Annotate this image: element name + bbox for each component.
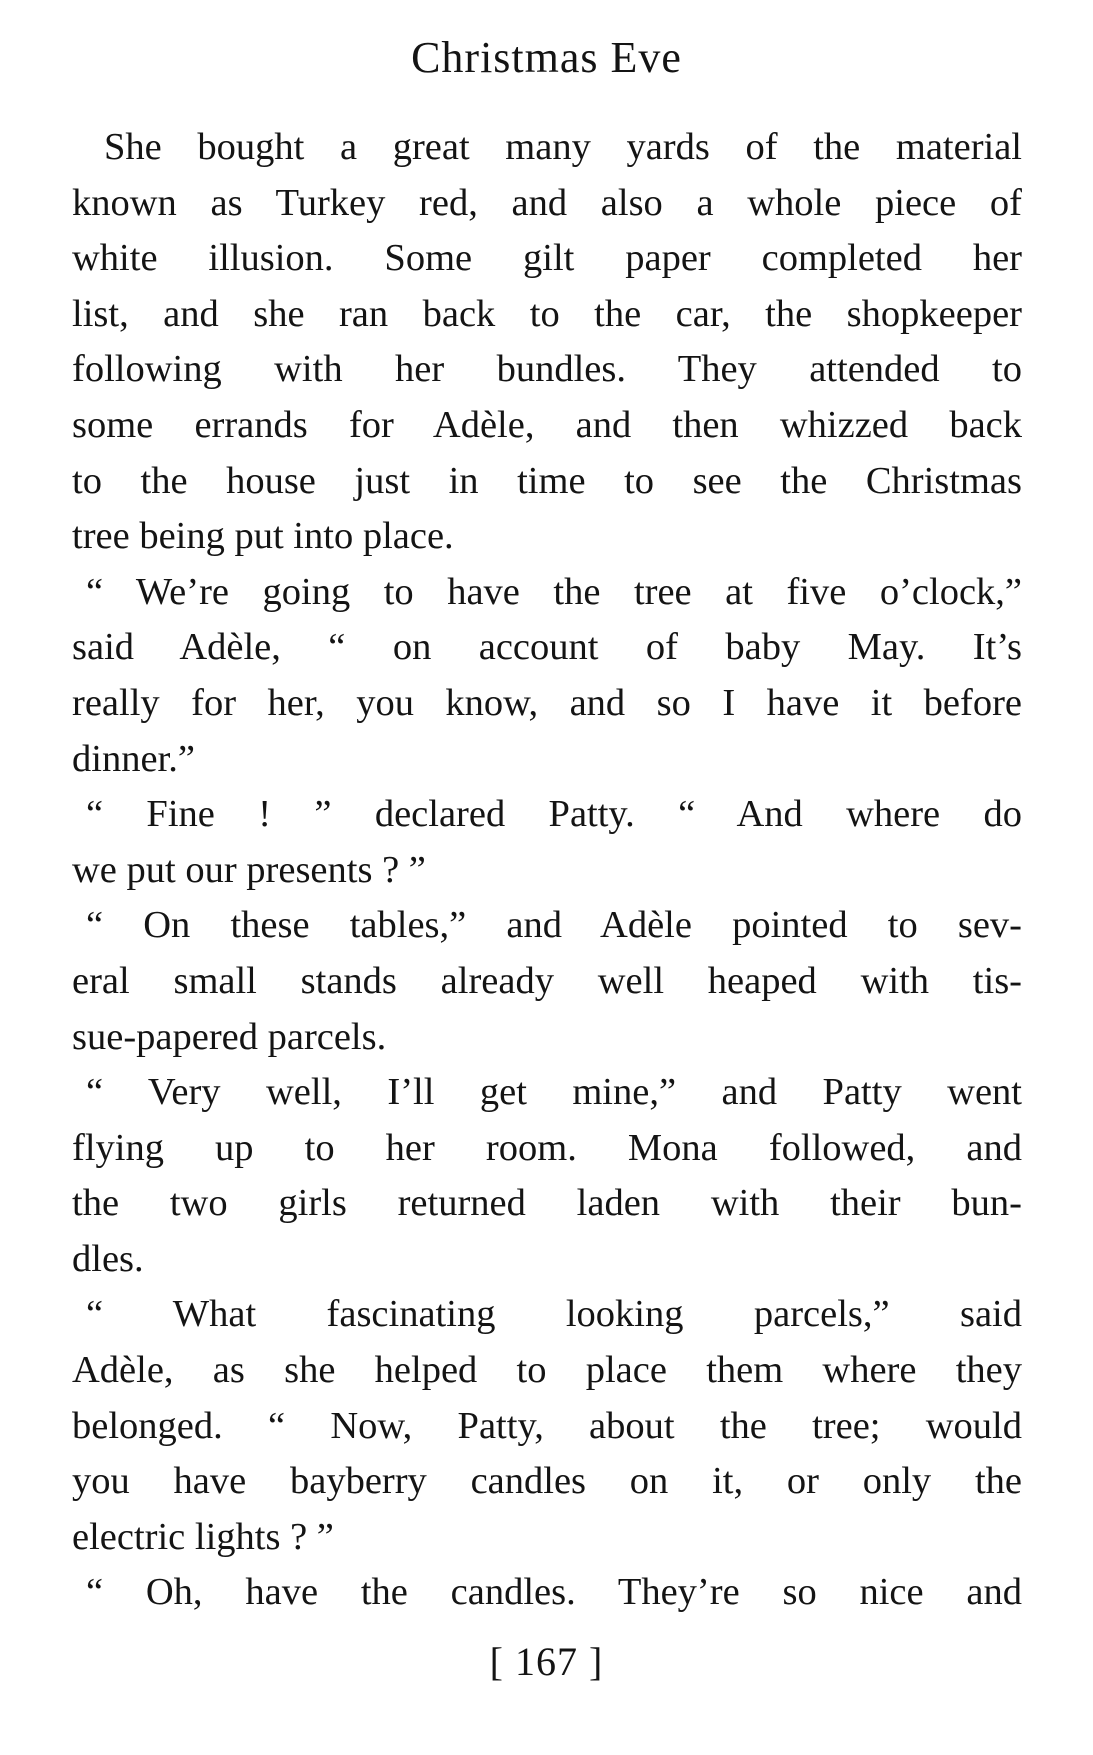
text-line: electric lights ? ” [72,1515,334,1558]
page-number: [ 167 ] [489,1639,604,1684]
text-line: “ Fine ! ” declared Patty. “ And where do [86,793,1022,836]
text-line: we put our presents ? ” [72,848,426,891]
text-line: “ On these tables,” and Adèle pointed to sev- [86,904,1022,947]
text-line: really for her, you know, and so I have it before [72,681,1022,724]
text-line: “ Very well, I’ll get mine,” and Patty went [86,1071,1022,1114]
text-line: sue-papered parcels. [72,1015,387,1058]
text-line: known as Turkey red, and also a whole piece of [72,181,1022,224]
text-line: “ What fascinating looking parcels,” said [86,1293,1022,1336]
text-line: dles. [72,1237,144,1280]
text-line: “ We’re going to have the tree at five o’clock,” [86,570,1022,613]
body-text [72,120,1022,1621]
text-line: belonged. “ Now, Patty, about the tree; would [72,1404,1022,1447]
text-line: Adèle, as she helped to place them where they [72,1349,1022,1392]
text-line: you have bayberry candles on it, or only the [72,1460,1022,1503]
running-head: Christmas Eve [411,33,682,82]
text-line: “ Oh, have the candles. They’re so nice and [86,1571,1022,1614]
text-line: dinner.” [72,737,195,780]
text-line: She bought a great many yards of the material [104,126,1022,168]
text-line: list, and she ran back to the car, the shopkeeper [72,292,1022,335]
text-line: to the house just in time to see the Christmas [72,459,1022,502]
text-line: the two girls returned laden with their bun- [72,1182,1022,1225]
text-line: said Adèle, “ on account of baby May. It’s [72,626,1022,669]
text-line: white illusion. Some gilt paper completed her [72,237,1022,280]
text-line: following with her bundles. They attended to [72,348,1022,391]
text-line: flying up to her room. Mona followed, and [72,1126,1022,1169]
text-line: tree being put into place. [72,515,454,558]
text-line: some errands for Adèle, and then whizzed back [72,403,1022,446]
text-line: eral small stands already well heaped with tis- [72,959,1022,1002]
